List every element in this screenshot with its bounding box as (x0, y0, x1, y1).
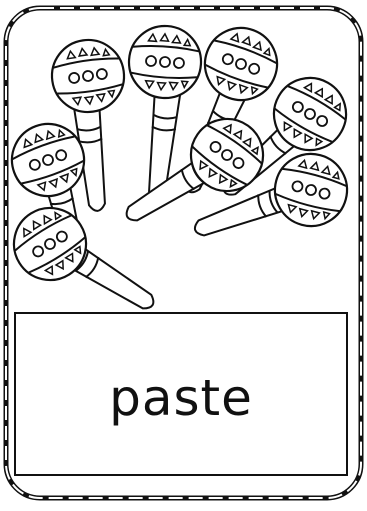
word-box (14, 312, 348, 476)
word-label: paste (109, 369, 253, 427)
